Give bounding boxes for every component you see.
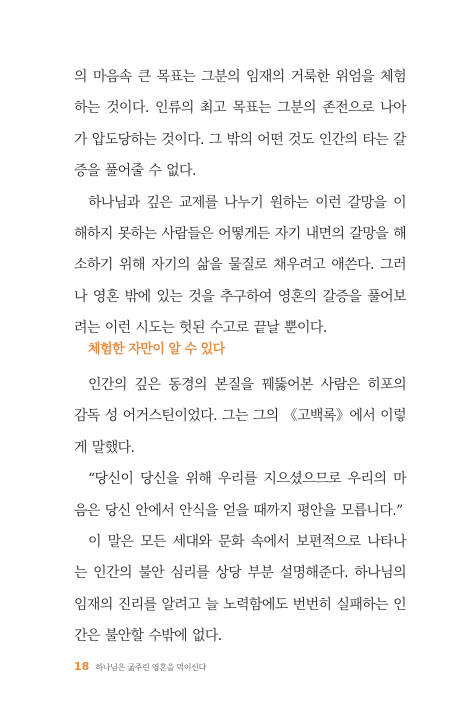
section-subheading: 체험한 자만이 알 수 있다 [88,342,225,357]
section-1-body [74,62,406,345]
page-number: 18 [74,660,90,673]
quote-paragraph: “당신이 당신을 위해 우리를 지으셨으므로 우리의 마음은 당신 안에서 안식을 얻을 때까지 평안을 모릅니다.” [74,471,406,519]
page-footer [74,660,206,673]
paragraph-3: 인간의 깊은 동경의 본질을 꿰뚫어본 사람은 히포의 감독 성 어거스틴이었다. 그는 그의 《고백록》에서 이렇게 말했다. [74,377,406,456]
running-title: 하나님은 굶주린 영혼을 먹이신다 [95,663,207,672]
paragraph-1: 의 마음속 큰 목표는 그분의 임재의 거룩한 위엄을 체험하는 것이다. 인류의 최고 목표는 그분의 존전으로 나아가 압도당하는 것이다. 그 밖의 어떤 것도 인간의 타는 갈증을 풀어줄 수 없다. [74,69,406,180]
paragraph-2: 하나님과 깊은 교제를 나누기 원하는 이런 갈망을 이해하지 못하는 사람들은 어떻게든 자기 내면의 갈망을 해소하기 위해 자기의 삶을 물질로 채우려고 애쓴다. 그러나 영혼 밖에 있는 것을 추구하여 영혼의 갈증을 풀어보려는 이런 시도는 헛된 수고로 끝날 뿐이다. [74,194,406,337]
section-2-body [74,370,406,653]
paragraph-4: 이 말은 모든 세대와 문화 속에서 보편적으로 나타나는 인간의 불안 심리를 상당 부분 설명해준다. 하나님의 임재의 진리를 알려고 늘 노력함에도 번번히 실패하는 인간은 불안할 수밖에 없다. [74,534,406,645]
